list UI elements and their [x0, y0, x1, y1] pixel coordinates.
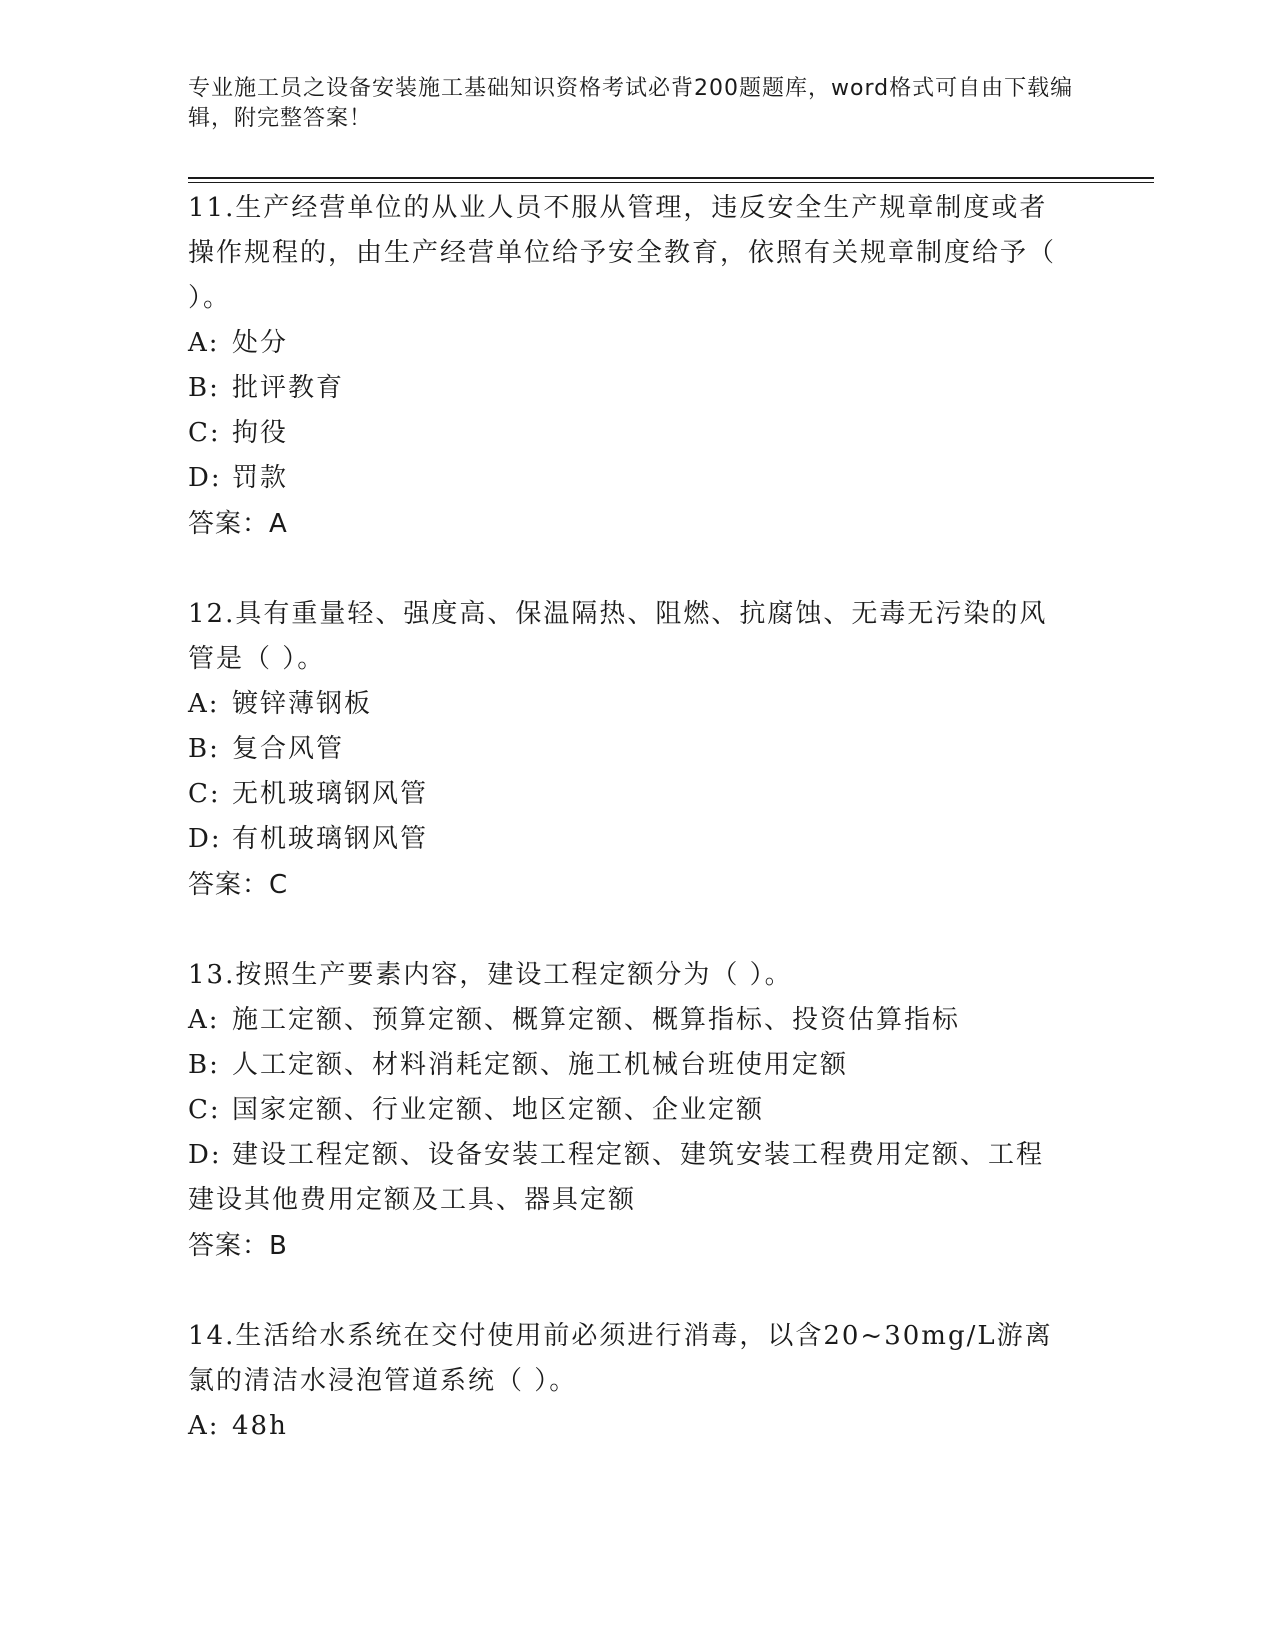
option-b [188, 366, 1068, 411]
option-key: A: [188, 1411, 220, 1441]
question-14 [188, 1314, 1068, 1449]
option-a [188, 998, 1068, 1043]
option-text: 人工定额、材料消耗定额、施工机械台班使用定额 [232, 1050, 849, 1080]
question-stem: 12.具有重量轻、强度高、保温隔热、阻燃、抗腐蚀、无毒无污染的风管是（ ）。 [188, 599, 1048, 674]
option-c [188, 772, 1068, 817]
option-c [188, 411, 1068, 456]
question-11 [188, 186, 1068, 547]
option-key: B: [188, 1050, 220, 1080]
option-text: 48h [232, 1411, 288, 1441]
option-c [188, 1088, 1068, 1133]
option-d [188, 817, 1068, 862]
option-a [188, 682, 1068, 727]
option-key: C: [188, 779, 221, 809]
option-key: A: [188, 689, 220, 719]
option-text: 施工定额、预算定额、概算定额、概算指标、投资估算指标 [232, 1005, 961, 1035]
answer-line: 答案：C [188, 870, 289, 900]
option-text: 有机玻璃钢风管 [232, 824, 429, 854]
option-text: 国家定额、行业定额、地区定额、企业定额 [232, 1095, 765, 1125]
option-key: B: [188, 373, 220, 403]
option-b [188, 727, 1068, 772]
option-key: D: [188, 824, 222, 854]
option-key: B: [188, 734, 220, 764]
answer-line: 答案：B [188, 1231, 288, 1261]
option-text: 镀锌薄钢板 [232, 689, 373, 719]
question-12 [188, 592, 1068, 908]
option-a [188, 321, 1068, 366]
option-key: A: [188, 1005, 220, 1035]
option-text: 无机玻璃钢风管 [232, 779, 429, 809]
option-key: C: [188, 418, 221, 448]
option-d [188, 1133, 1068, 1223]
option-d [188, 456, 1068, 501]
option-key: C: [188, 1095, 221, 1125]
header-divider-thin [188, 182, 1154, 183]
header-divider-thick [188, 177, 1154, 179]
option-key: D: [188, 1140, 222, 1170]
option-text: 罚款 [232, 463, 289, 493]
option-key: A: [188, 328, 220, 358]
option-key: D: [188, 463, 222, 493]
option-text: 建设工程定额、设备安装工程定额、建筑安装工程费用定额、工程建设其他费用定额及工具、器具定额 [188, 1140, 1045, 1215]
answer-line: 答案：A [188, 509, 288, 539]
question-stem: 14.生活给水系统在交付使用前必须进行消毒，以含20~30mg/L游离氯的清洁水浸泡管道系统（ ）。 [188, 1321, 1053, 1396]
document-header: 专业施工员之设备安装施工基础知识资格考试必背200题题库，word格式可自由下载编辑，附完整答案！ [188, 76, 1074, 131]
question-list [188, 186, 1068, 1494]
option-text: 拘役 [232, 418, 289, 448]
option-text: 复合风管 [232, 734, 345, 764]
question-stem: 13.按照生产要素内容，建设工程定额分为（ ）。 [188, 960, 793, 990]
option-b [188, 1043, 1068, 1088]
question-13 [188, 953, 1068, 1269]
option-text: 批评教育 [232, 373, 345, 403]
option-text: 处分 [232, 328, 289, 358]
option-a [188, 1404, 1068, 1449]
question-stem: 11.生产经营单位的从业人员不服从管理，违反安全生产规章制度或者操作规程的，由生产经营单位给予安全教育，依照有关规章制度给予（ ）。 [188, 193, 1057, 313]
